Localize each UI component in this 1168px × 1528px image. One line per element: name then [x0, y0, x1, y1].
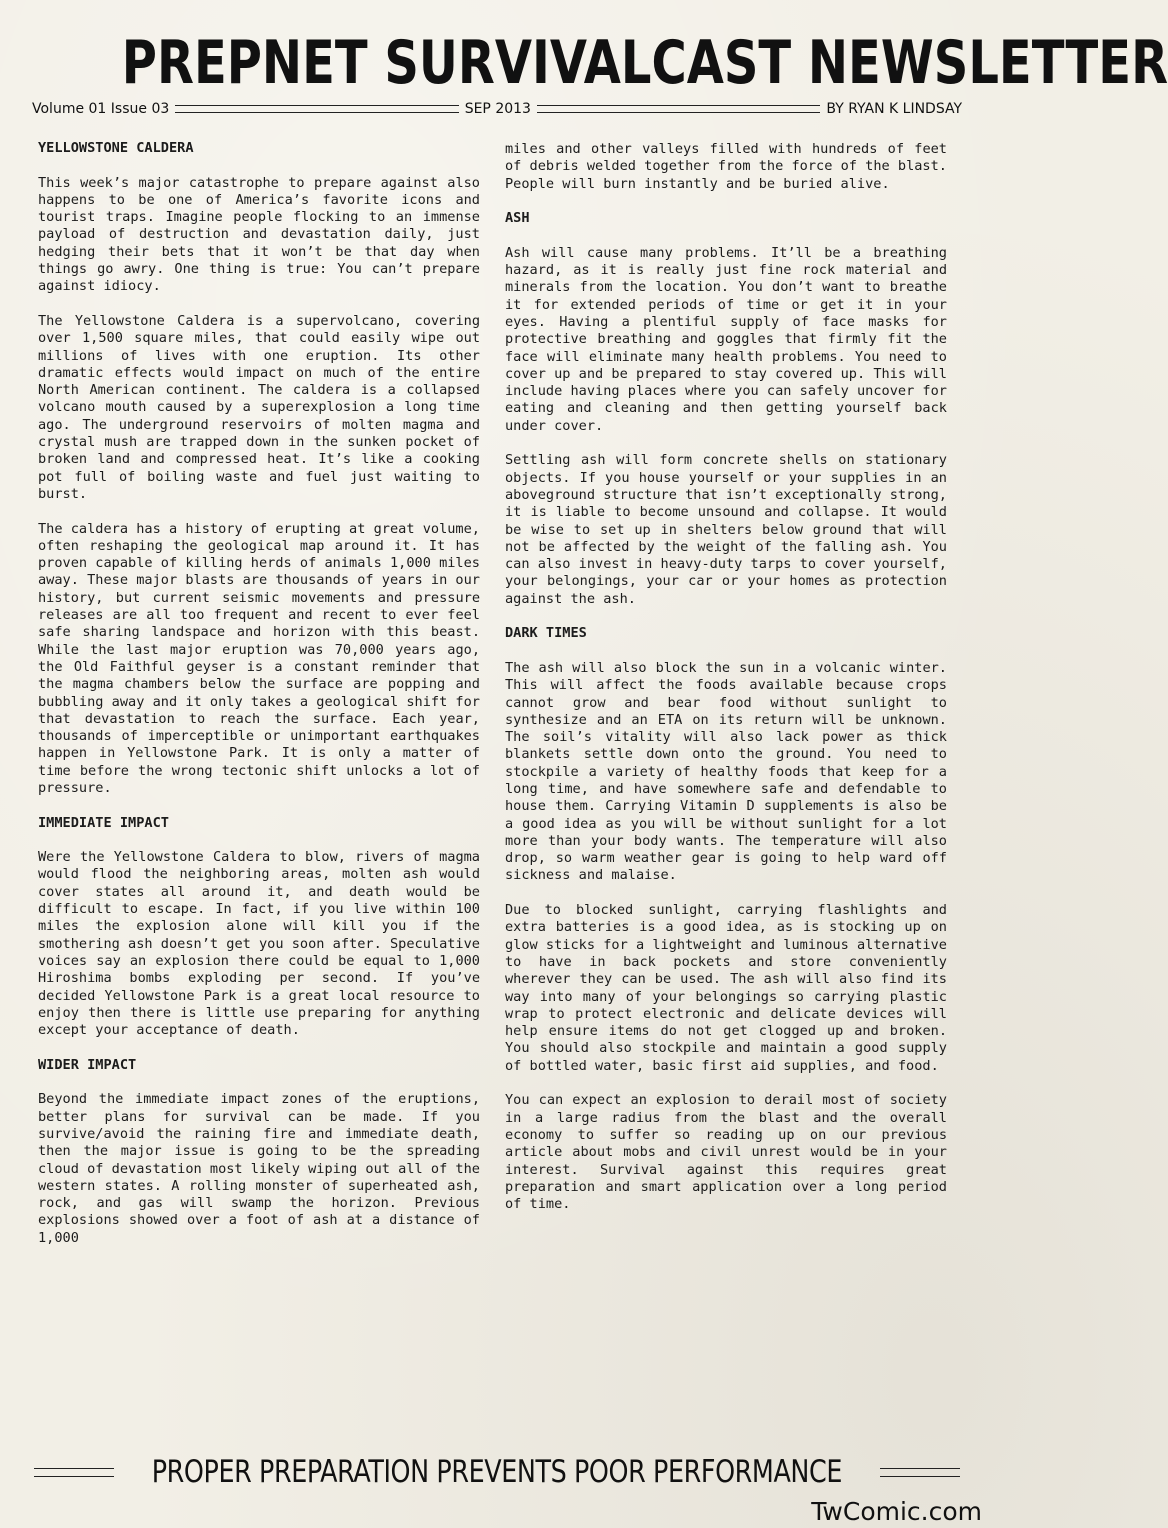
article-paragraph: The caldera has a history of erupting at great volume, often reshaping the geological map around it. It has proven capable of killing herds of animals 1,000 miles away. These major blasts are thousands of years in our history, but current seismic movements and pressure releases are all too frequent and recent to ever feel safe sharing landspace and horizon with this beast. While the last major eruption was 70,000 years ago, the Old Faithful geyser is a constant reminder that the magma chambers below the surface are popping and bubbling away and it only takes a geological shift for that devastation to reach the surface. Each year, thousands of imperceptible or unimportant earthquakes happen in Yellowstone Park. It is only a matter of time before the wrong tectonic shift unlocks a lot of pressure. — [38, 520, 480, 796]
article-paragraph: Due to blocked sunlight, carrying flashlights and extra batteries is a good idea, as is stocking up on glow sticks for a lightweight and luminous alternative to have in back pockets and store conveniently wherever they can be used. The ash will also find its way into many of your belongings so carrying plastic wrap to protect electronic and delicate devices will help ensure items do not get clogged up and broken. You should also stockpile and maintain a good supply of bottled water, basic first aid supplies, and food. — [505, 902, 947, 1074]
issue-date: SEP 2013 — [464, 101, 531, 117]
article-paragraph: You can expect an explosion to derail most of society in a large radius from the blast and the overall economy to suffer so reading up on our previous article about mobs and civil unrest would be in your interest. Survival against this requires great preparation and smart application over a long period of time. — [505, 1092, 947, 1213]
issue-volume: Volume 01 Issue 03 — [32, 101, 170, 117]
footer-divider-right — [880, 1468, 960, 1477]
right-column — [505, 141, 947, 1231]
section-heading: IMMEDIATE IMPACT — [38, 814, 169, 831]
left-column — [38, 140, 480, 1264]
article-paragraph: The ash will also block the sun in a volcanic winter. This will affect the foods available because crops cannot grow and bear food without sunlight to synthesize and an ETA on its return will be unknown. The soil’s vitality will also lack power as thick blankets settle down onto the ground. You need to stockpile a variety of healthy foods that keep for a long time, and have somewhere safe and defendable to house them. Carrying Vitamin D supplements is also be a good idea as you will be without sunlight for a lot more than your body wants. The temperature will also drop, so warm weather gear is going to help ward off sickness and malaise. — [505, 659, 947, 884]
article-paragraph: The Yellowstone Caldera is a supervolcano, covering over 1,500 square miles, that could easily wipe out millions of lives with one eruption. Its other dramatic effects would impact on much of the entire North American continent. The caldera is a collapsed volcano mouth caused by a superexplosion a long time ago. The underground reservoirs of molten magma and crystal mush are trapped down in the sunken pocket of broken land and compressed heat. It’s like a cooking pot full of boiling waste and fuel just waiting to burst. — [38, 312, 480, 502]
article-paragraph: Beyond the immediate impact zones of the eruptions, better plans for survival can be made. If you survive/avoid the raining fire and immediate death, then the major issue is going to be the spreading cloud of devastation most likely wiping out all of the western states. A rolling monster of superheated ash, rock, and gas will swamp the horizon. Previous explosions showed over a foot of ash at a distance of 1,000 — [38, 1091, 480, 1246]
site-watermark: TwComic.com — [811, 1497, 982, 1526]
section-heading: ASH — [505, 210, 530, 227]
footer-banner — [34, 1452, 960, 1492]
section-heading: YELLOWSTONE CALDERA — [38, 140, 194, 156]
article-paragraph: Were the Yellowstone Caldera to blow, rivers of magma would flood the neighboring areas, molten ash would cover states all around it, and death would be difficult to escape. In fact, if you live within 100 miles the explosion alone will kill you if the smothering ash doesn’t get you soon after. Speculative voices say an explosion there could be equal to 1,000 Hiroshima bombs exploding per second. If you’ve decided Yellowstone Park is a great local resource to enjoy then there is little use preparing for anything except your acceptance of death. — [38, 849, 480, 1039]
byline: BY RYAN K LINDSAY — [826, 101, 963, 117]
article-paragraph: Settling ash will form concrete shells on stationary objects. If you house yourself or your supplies in an aboveground structure that isn’t exceptionally strong, it is liable to become unsound and collapse. It would be wise to set up in shelters below ground that will not be affected by the weight of the falling ash. You can also invest in heavy-duty tarps to cover yourself, your belongings, your car or your homes as protection against the ash. — [505, 452, 947, 607]
newsletter-title: PREPNET SURVIVALCAST NEWSLETTER — [121, 28, 1168, 98]
footer-slogan: PROPER PREPARATION PREVENTS POOR PERFORMANCE — [151, 1454, 843, 1490]
article-paragraph: This week’s major catastrophe to prepare against also happens to be one of America’s favorite icons and tourist traps. Imagine people flocking to an immense payload of destruction and devastation daily, just hedging their bets that it won’t be that day when things go awry. One thing is true: You can’t prepare against idiocy. — [38, 174, 480, 295]
section-heading: WIDER IMPACT — [38, 1056, 137, 1073]
issue-info-bar — [32, 98, 962, 120]
header-divider-right — [537, 105, 820, 113]
header-divider-left — [175, 105, 458, 113]
article-paragraph: miles and other valleys filled with hundreds of feet of debris welded together from the force of the blast. People will burn instantly and be buried alive. — [505, 141, 947, 192]
footer-divider-left — [34, 1468, 114, 1477]
section-heading: DARK TIMES — [505, 625, 587, 642]
article-paragraph: Ash will cause many problems. It’ll be a breathing hazard, as it is really just fine rock material and minerals from the location. You don’t want to breathe it for extended periods of time or get it in your eyes. Having a plentiful supply of face masks for protective breathing and goggles that firmly fit the face will eliminate many health problems. You need to cover up and be prepared to stay covered up. This will include having places where you can safely uncover for eating and cleaning and then getting yourself back under cover. — [505, 244, 947, 434]
